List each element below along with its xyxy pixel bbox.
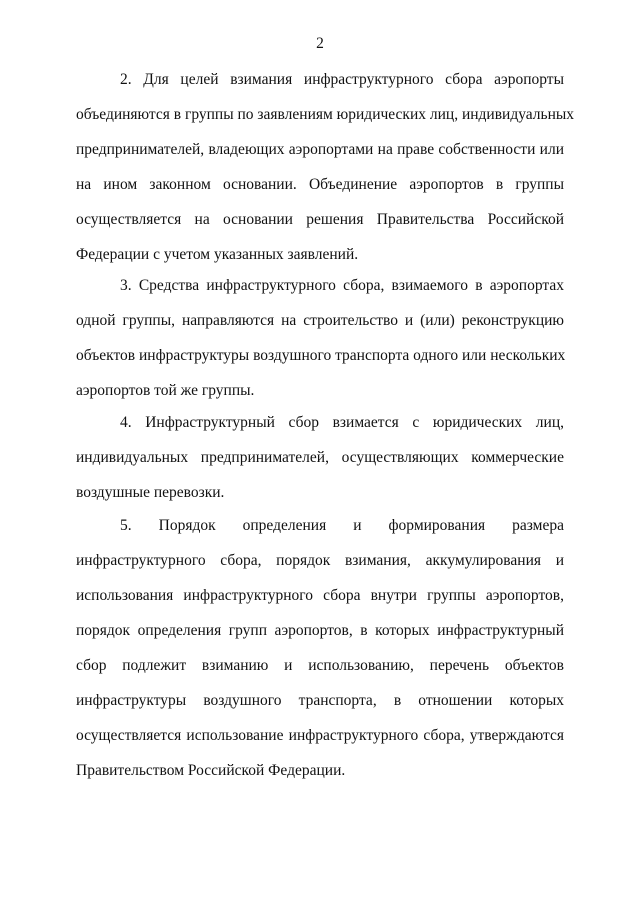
text-line: инфраструктурного сбора, порядок взимания, аккумулирования и: [76, 552, 564, 569]
text-line: на ином законном основании. Объединение аэропортов в группы: [76, 176, 564, 193]
text-line: инфраструктуры воздушного транспорта, в отношении которых: [76, 692, 564, 709]
text-line: аэропортов той же группы.: [76, 382, 255, 399]
text-line: предпринимателей, владеющих аэропортами на праве собственности или: [76, 141, 564, 158]
text-line: воздушные перевозки.: [76, 484, 225, 501]
paragraph-4: [76, 405, 564, 510]
text-line: Федерации с учетом указанных заявлений.: [76, 246, 359, 263]
text-line: сбор подлежит взиманию и использованию, перечень объектов: [76, 657, 564, 674]
text-line: 5. Порядок определения и формирования размера: [120, 517, 564, 534]
text-line: одной группы, направляются на строительство и (или) реконструкцию: [76, 312, 564, 329]
text-line: осуществляется на основании решения Правительства Российской: [76, 211, 564, 228]
text-line: 3. Средства инфраструктурного сбора, взимаемого в аэропортах: [120, 277, 564, 294]
paragraph-2: [76, 62, 575, 272]
text-line: использования инфраструктурного сбора внутри группы аэропортов,: [76, 587, 564, 604]
text-line: 4. Инфраструктурный сбор взимается с юридических лиц,: [120, 414, 564, 431]
page-number: 2: [316, 35, 324, 52]
paragraph-5: [76, 508, 564, 788]
text-line: осуществляется использование инфраструктурного сбора, утверждаются: [76, 727, 564, 744]
text-line: индивидуальных предпринимателей, осуществляющих коммерческие: [76, 449, 564, 466]
paragraph-3: [76, 268, 564, 408]
text-line: объединяются в группы по заявлениям юридических лиц, индивидуальных: [76, 106, 575, 123]
text-line: Правительством Российской Федерации.: [76, 762, 346, 779]
text-line: 2. Для целей взимания инфраструктурного сбора аэропорты: [120, 71, 564, 88]
text-line: порядок определения групп аэропортов, в которых инфраструктурный: [76, 622, 564, 639]
text-line: объектов инфраструктуры воздушного транспорта одного или нескольких: [76, 347, 566, 364]
